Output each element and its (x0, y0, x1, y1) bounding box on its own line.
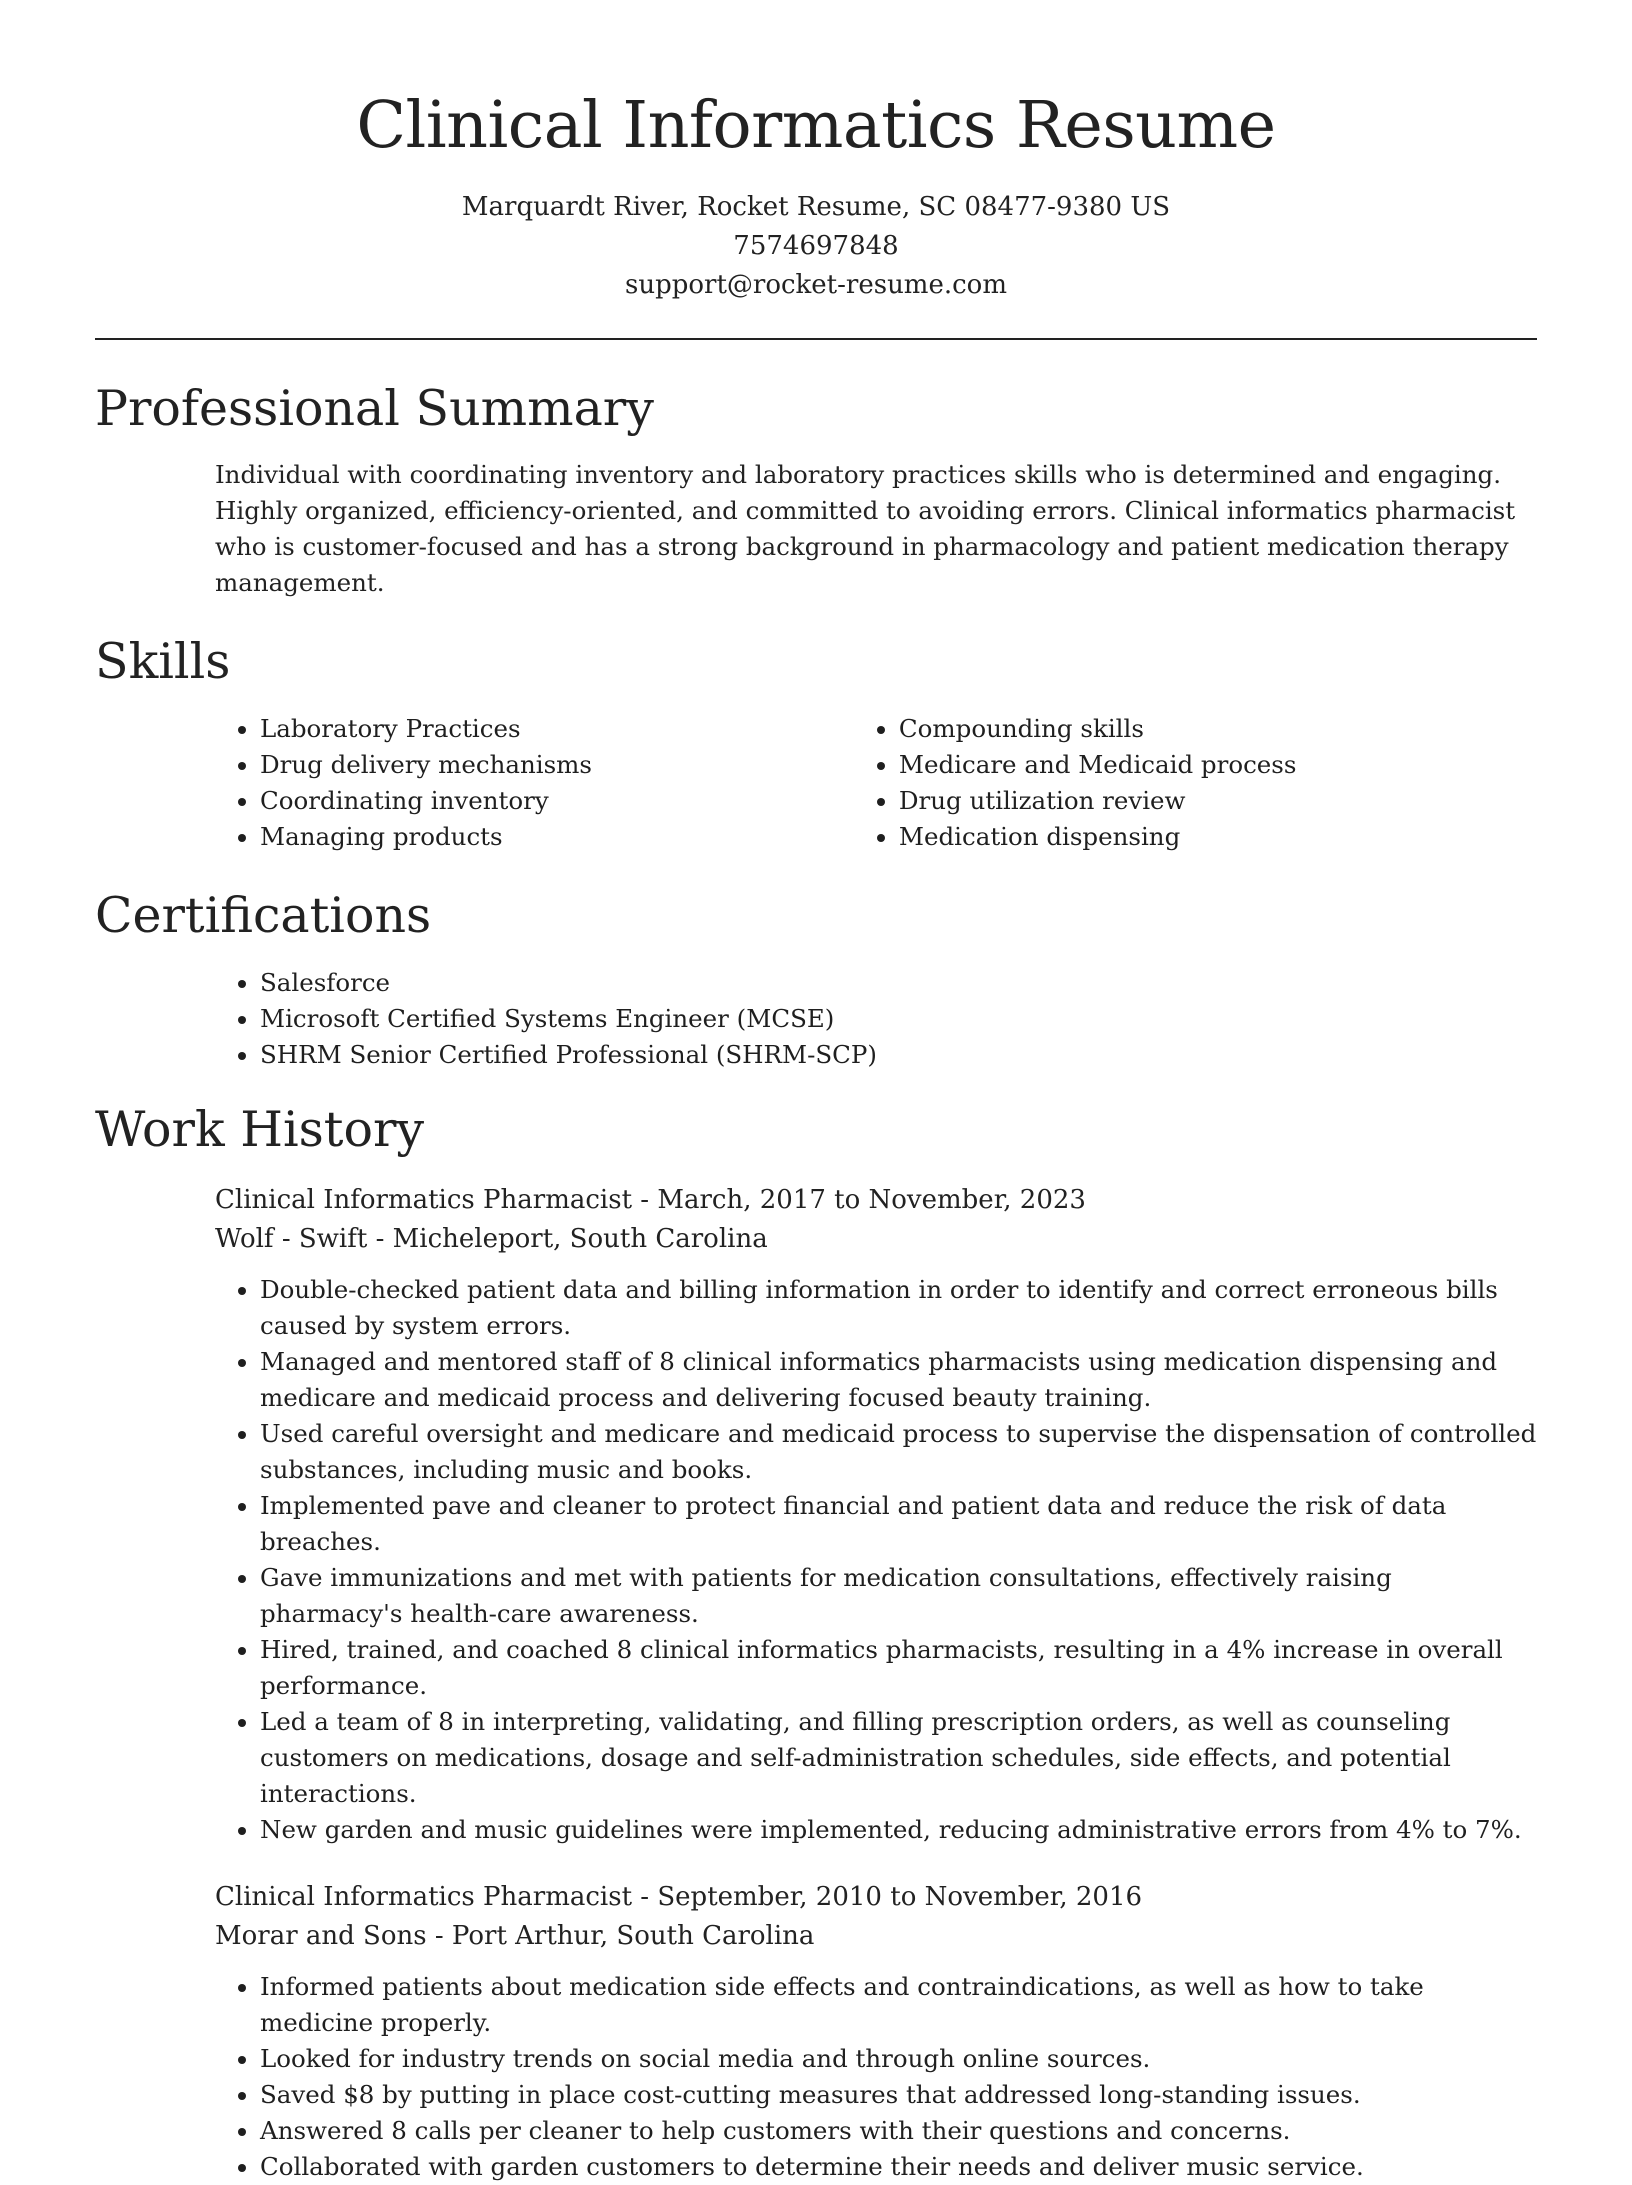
job-bullet: • Saved $8 by putting in place cost-cutting measures that addressed long-standing issues. (260, 2077, 1540, 2113)
certification-item: • Microsoft Certified Systems Engineer (MCSE) (260, 1001, 1537, 1037)
skill-item: • Medication dispensing (899, 819, 1537, 855)
job-bullet: • Collaborated with garden customers to determine their needs and deliver music service. (260, 2149, 1540, 2185)
resume-page (95, 0, 1537, 2181)
job-dates: - March, 2017 to November, 2023 (632, 1185, 1086, 1215)
contact-email: support@rocket-resume.com (624, 270, 1007, 300)
contact-address: Marquardt River, Rocket Resume, SC 08477-9380 US (461, 192, 1171, 222)
skills-heading: Skills (95, 633, 231, 690)
job-company-line (215, 1220, 1537, 1259)
job-bullet: • New garden and music guidelines were implemented, reducing administrative errors from 4% to 7%. (260, 1812, 1540, 1848)
job-title-line (215, 1878, 1537, 1917)
job-entry (215, 1181, 1537, 1848)
job-bullet: • Led a team of 8 in interpreting, validating, and filling prescription orders, as well as counseling customers on medications, dosage and self-administration schedules, side effects, and potential interactions. (260, 1704, 1540, 1812)
skills-column-left (215, 711, 854, 855)
work-history-heading: Work History (95, 1101, 425, 1158)
contact-phone: 7574697848 (733, 231, 899, 261)
job-company: Wolf - Swift (215, 1224, 368, 1254)
certification-item: • SHRM Senior Certified Professional (SHRM-SCP) (260, 1037, 1537, 1073)
skill-item: • Medicare and Medicaid process (899, 747, 1537, 783)
job-bullet: • Informed patients about medication side effects and contraindications, as well as how to take medicine properly. (260, 1969, 1540, 2041)
job-bullet: • Used careful oversight and medicare and medicaid process to supervise the dispensation of controlled substances, including music and books. (260, 1416, 1540, 1488)
skills-column-right (854, 711, 1537, 855)
job-entry (215, 1878, 1537, 2185)
job-title-line (215, 1181, 1537, 1220)
skill-item: • Drug utilization review (899, 783, 1537, 819)
skills-grid (215, 711, 1537, 855)
job-role: Clinical Informatics Pharmacist (215, 1882, 633, 1912)
job-bullet: • Gave immunizations and met with patients for medication consultations, effectively raising pharmacy's health-care awareness. (260, 1560, 1540, 1632)
job-role: Clinical Informatics Pharmacist (215, 1185, 633, 1215)
resume-title: Clinical Informatics Resume (356, 88, 1276, 163)
job-bullets (215, 1969, 1540, 2185)
job-location: - Port Arthur, South Carolina (426, 1921, 815, 1951)
job-bullet: • Looked for industry trends on social media and through online sources. (260, 2041, 1540, 2077)
skill-item: • Compounding skills (899, 711, 1537, 747)
job-bullet: • Answered 8 calls per cleaner to help customers with their questions and concerns. (260, 2113, 1540, 2149)
header-divider (95, 338, 1537, 340)
skill-item: • Drug delivery mechanisms (260, 747, 854, 783)
job-company: Morar and Sons (215, 1921, 427, 1951)
job-bullets (215, 1272, 1540, 1848)
skill-item: • Laboratory Practices (260, 711, 854, 747)
job-bullet: • Managed and mentored staff of 8 clinical informatics pharmacists using medication dispensing and medicare and medicaid process and delivering focused beauty training. (260, 1344, 1540, 1416)
job-dates: - September, 2010 to November, 2016 (632, 1882, 1143, 1912)
job-company-line (215, 1917, 1537, 1956)
certifications-heading: Certifications (95, 887, 432, 944)
resume-header (95, 0, 1537, 305)
summary-text: Individual with coordinating inventory and laboratory practices skills who is determined and engaging. Highly organized, efficiency-oriented, and committed to avoiding errors. Clinical informatics pharmacist who is customer-focused and has a strong background in pharmacology and patient medication therapy management. (215, 460, 1516, 597)
job-bullet: • Hired, trained, and coached 8 clinical informatics pharmacists, resulting in a 4% increase in overall performance. (260, 1632, 1540, 1704)
summary-heading: Professional Summary (95, 380, 654, 437)
contact-block (95, 188, 1537, 305)
skill-item: • Coordinating inventory (260, 783, 854, 819)
job-bullet: • Double-checked patient data and billing information in order to identify and correct erroneous bills caused by system errors. (260, 1272, 1540, 1344)
job-bullet: • Implemented pave and cleaner to protect financial and patient data and reduce the risk of data breaches. (260, 1488, 1540, 1560)
skill-item: • Managing products (260, 819, 854, 855)
job-location: - Micheleport, South Carolina (367, 1224, 768, 1254)
certification-item: • Salesforce (260, 965, 1537, 1001)
certifications-list (215, 965, 1537, 1073)
